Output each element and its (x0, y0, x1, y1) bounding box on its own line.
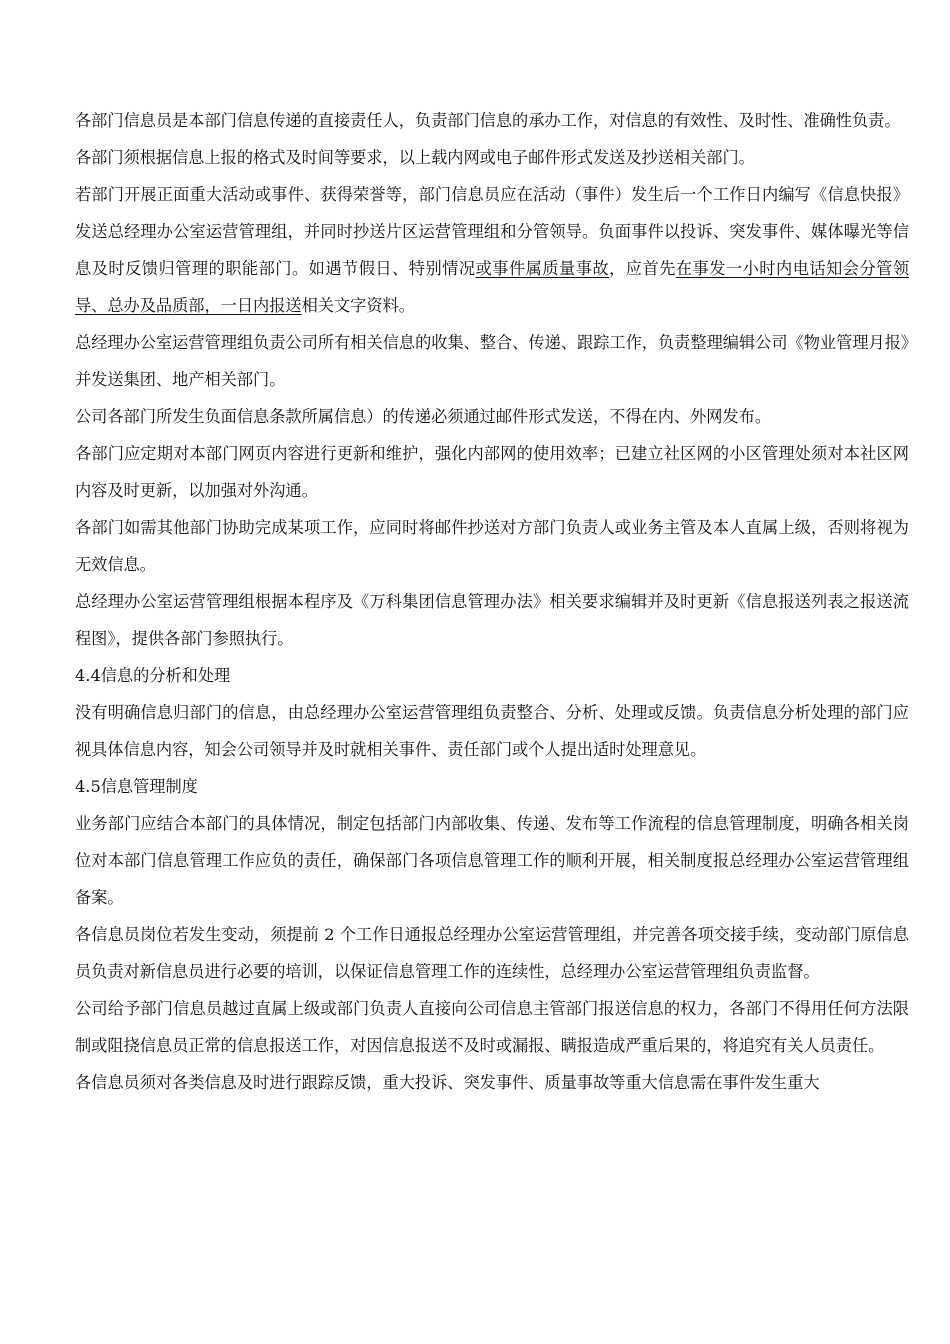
paragraph-management-system: 业务部门应结合本部门的具体情况，制定包括部门内部收集、传递、发布等工作流程的信息管理制度，明确各相关岗位对本部门信息管理工作应负的责任，确保部门各项信息管理工作的顺利开展，相关制度报总经理办公室运营管理组备案。 (75, 814, 909, 907)
underlined-quality-accident: 或事件属质量事故 (475, 259, 610, 278)
paragraph-web-maintenance: 各部门应定期对本部门网页内容进行更新和维护，强化内部网的使用效率；已建立社区网的小区管理处须对本社区网内容及时更新，以加强对外沟通。 (75, 444, 909, 500)
paragraph-report-format: 各部门须根据信息上报的格式及时间等要求，以上载内网或电子邮件形式发送及抄送相关部门。 (75, 148, 755, 167)
paragraph-tracking: 各信息员须对各类信息及时进行跟踪反馈，重大投诉、突发事件、质量事故等重大信息需在事件发生重大 (75, 1073, 820, 1092)
paragraph-analysis: 没有明确信息归部门的信息，由总经理办公室运营管理组负责整合、分析、处理或反馈。负责信息分析处理的部门应视具体信息内容，知会公司领导并及时就相关事件、责任部门或个人提出适时处理意见。 (75, 703, 909, 759)
major-events-text-2: ，应首先 (609, 259, 676, 278)
paragraph-handover: 各信息员岗位若发生变动，须提前 2 个工作日通报总经理办公室运营管理组，并完善各项交接手续，变动部门原信息员负责对新信息员进行必要的培训，以保证信息管理工作的连续性，总经理办公室运营管理组负责监督。 (75, 925, 909, 981)
paragraph-informant-responsibility: 各部门信息员是本部门信息传递的直接责任人，负责部门信息的承办工作，对信息的有效性、及时性、准确性负责。 (75, 111, 901, 130)
document-page (75, 102, 909, 1101)
section-heading-4-4: 4.4信息的分析和处理 (75, 666, 231, 685)
major-events-text-1: 若部门开展正面重大活动或事件、获得荣誉等，部门信息员应在活动（事件）发生后一个工作日内编写《信息快报》发送总经理办公室运营管理组，并同时抄送片区运营管理组和分管领导。负面事件以投诉、突发事件、媒体曝光等信息及时反馈归管理的职能部门。如遇节假日、特别情况 (75, 185, 909, 278)
paragraph-monthly-report: 总经理办公室运营管理组负责公司所有相关信息的收集、整合、传递、跟踪工作，负责整理编辑公司《物业管理月报》并发送集团、地产相关部门。 (75, 333, 909, 389)
section-heading-4-5: 4.5信息管理制度 (75, 777, 198, 796)
paragraph-negative-info: 公司各部门所发生负面信息条款所属信息）的传递必须通过邮件形式发送，不得在内、外网发布。 (75, 407, 772, 426)
paragraph-direct-report: 公司给予部门信息员越过直属上级或部门负责人直接向公司信息主管部门报送信息的权力，各部门不得用任何方法限制或阻挠信息员正常的信息报送工作，对因信息报送不及时或漏报、瞒报造成严重后果的，将追究有关人员责任。 (75, 999, 909, 1055)
paragraph-cross-department: 各部门如需其他部门协助完成某项工作，应同时将邮件抄送对方部门负责人或业务主管及本人直属上级，否则将视为无效信息。 (75, 518, 909, 574)
underlined-phone-notify: 在事发一小时内电话知会分管领导、总办及品质部，一日内报送 (75, 259, 910, 315)
paragraph-major-events (75, 176, 909, 324)
paragraph-flowchart: 总经理办公室运营管理组根据本程序及《万科集团信息管理办法》相关要求编辑并及时更新《信息报送列表之报送流程图》，提供各部门参照执行。 (75, 592, 909, 648)
major-events-text-3: 相关文字资料。 (301, 296, 415, 315)
